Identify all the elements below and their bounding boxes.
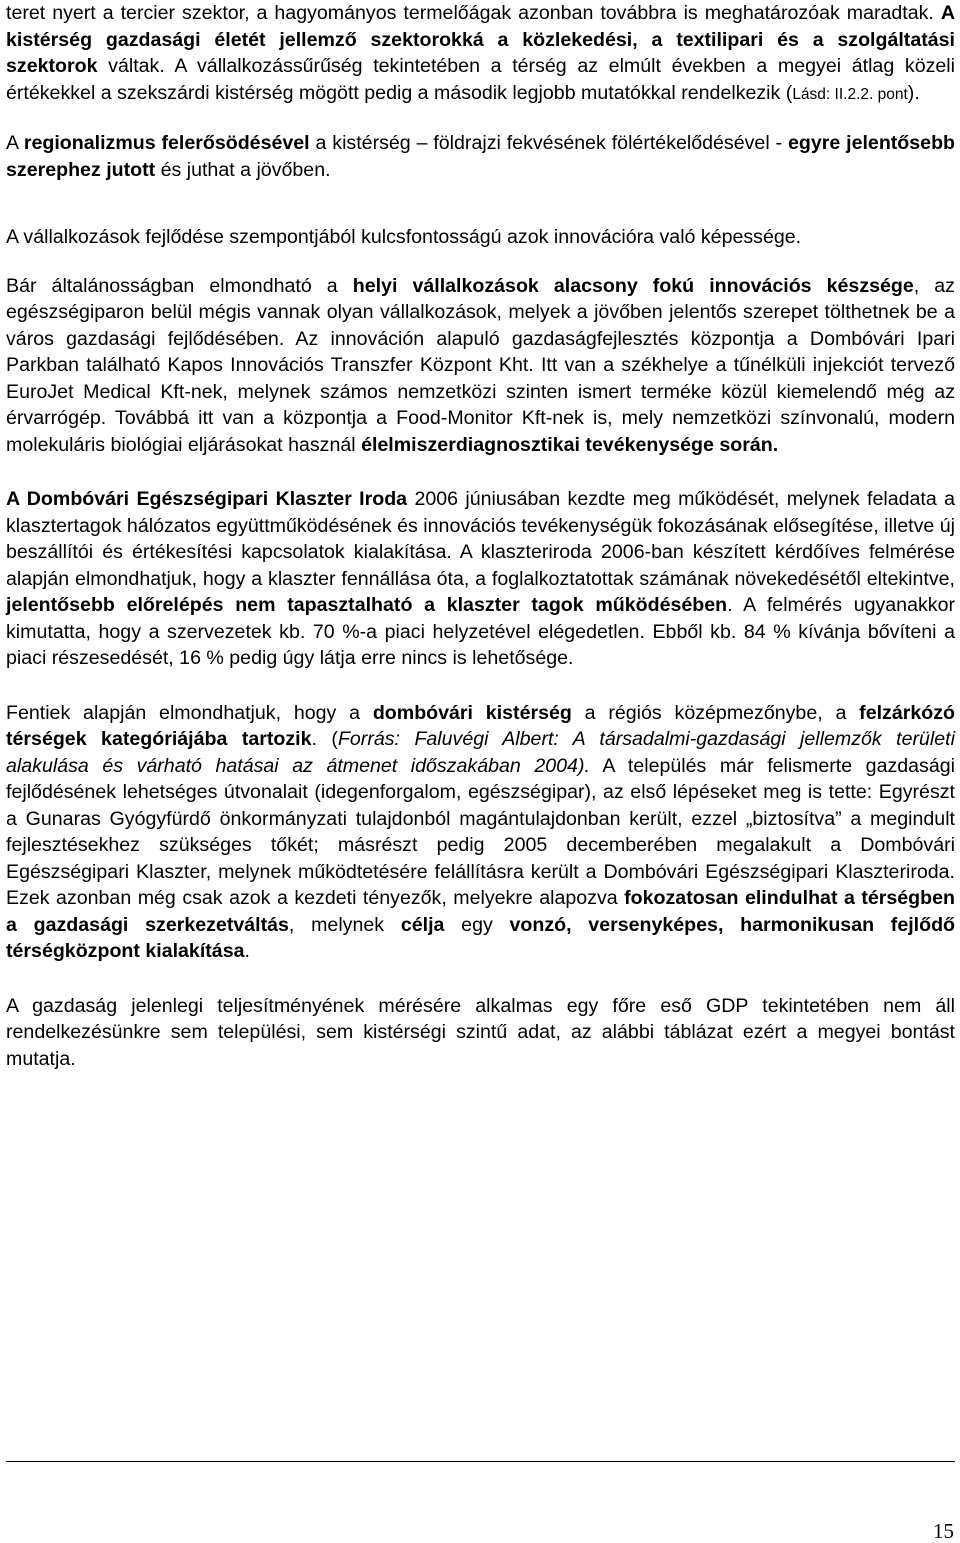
text-run: A vállalkozások fejlődése szempontjából kulcsfontosságú azok innovációra való képessége.: [6, 226, 802, 248]
text-run: .: [244, 940, 250, 962]
bold-run: felzárkózó térségek kategóriájába tartozik: [6, 701, 955, 750]
text-run: egy: [444, 913, 510, 936]
bold-run: egyre jelentősebb szerephez jutott: [6, 132, 956, 181]
text-run: teret nyert a tercier szektor, a hagyományos termelőágak azonban továbbra is meghatározóak maradtak.: [6, 2, 941, 24]
bold-run: jelentősebb előrelépés nem tapasztalható a klaszter tagok működésében: [6, 594, 728, 616]
text-run: A gazdaság jelenlegi teljesítményének mérésére alkalmas egy főre eső GDP tekintetében nem áll rendelkezésünkre sem települési, sem kistérségi szintű adat, az alábbi táblázat ezért a megyei bontást mutatja.: [6, 994, 955, 1070]
text-run: A település már felismerte gazdasági fejlődésének lehetséges útvonalait (idegenforgalom, egészségipar), az első lépéseket meg is tette: Egyrészt a Gunaras Gyógyfürdő önkormányzati tulajdonból magántulajdonban került, ezzel „biztosítva” a megindult fejlesztésekhez szükséges tőkét; másrészt pedig 2005 decemberében megalakult a Dombóvári Egészségipari Klaszter, melynek működtetésére felállításra került a Dombóvári Egészségipari Klaszteriroda. Ezek azonban még csak azok a kezdeti tényezők, melyekre alapozva: [6, 754, 955, 909]
text-run: váltak. A vállalkozássűrűség tekintetében a térség az elmúlt években a megyei átlag közeli értékekkel a szekszárdi kistérség mögött pedig a második legjobb mutatókkal rendelkezik (: [6, 55, 955, 104]
section-reference: Lásd: II.2.2. pont: [792, 85, 908, 103]
paragraph-innovation: [6, 273, 955, 459]
paragraph-gdp: [6, 993, 955, 1073]
paragraph-continuation: [6, 0, 955, 108]
bold-run: fokozatosan elindulhat a térségben a gazdasági szerkezetváltás: [6, 887, 955, 936]
bold-run: regionalizmus felerősödésével: [23, 132, 310, 154]
text-run: Bár általánosságban elmondható a: [6, 274, 353, 297]
document-body: [6, 0, 955, 1072]
source-citation: Forrás: Faluvégi Albert: A társadalmi-gazdasági jellemzők területi alakulása és várható hatásai az átmenet időszakában 2004).: [6, 728, 955, 777]
text-run: ).: [907, 81, 920, 104]
paragraph-regionalism: [6, 130, 955, 183]
bold-run: A Dombóvári Egészségipari Klaszter Iroda: [6, 488, 408, 510]
footer-divider: [6, 1461, 955, 1462]
bold-run: dombóvári kistérség: [372, 701, 572, 724]
text-run: , az egészségiparon belül mégis vannak olyan vállalkozások, melyek a jövőben jelentős szerepet tölthetnek be a város gazdasági fejlődésében. Az innováción alapuló gazdaságfejlesztés központja a Dombóvári Ipari Parkban található Kapos Innovációs Transzfer Központ Kht. Itt van a székhelye a tűnélküli injekciót tervező EuroJet Medical Kft-nek, melynek számos nemzetközi szinten ismert terméke közül kiemelendő még az érvarrógép. Továbbá itt van a központja a Food-Monitor Kft-nek is, mely nemzetközi színvonalú, modern molekuláris biológiai eljárásokat használ: [6, 274, 955, 456]
paragraph-innovation-intro: [6, 224, 955, 251]
paragraph-conclusion: [6, 700, 955, 965]
paragraph-cluster-office: [6, 486, 955, 672]
bold-run: vonzó, versenyképes, harmonikusan fejlődő térségközpont kialakítása: [6, 913, 956, 962]
bold-run: célja: [400, 913, 445, 936]
bold-run: A kistérség gazdasági életét jellemző szektorokká a közlekedési, a textilipari és a szolgáltatási szektorok: [6, 2, 955, 77]
bold-run: helyi vállalkozások alacsony fokú innovációs készsége: [352, 274, 914, 297]
text-run: a régiós középmezőnybe, a: [571, 701, 860, 724]
text-run: a kistérség – földrajzi fekvésének fölértékelődésével -: [309, 132, 788, 154]
text-run: . A felmérés ugyanakkor kimutatta, hogy a szervezetek kb. 70 %-a piaci helyzetével elégedetlen. Ebből kb. 84 % kívánja bővíteni a piaci részesedését, 16 % pedig úgy látja erre nincs is lehetősége.: [6, 594, 955, 669]
text-run: Fentiek alapján elmondhatjuk, hogy a: [6, 701, 373, 724]
text-run: . (: [311, 728, 338, 750]
bold-run: élelmiszerdiagnosztikai tevékenysége során.: [361, 433, 779, 456]
text-run: , melynek: [288, 913, 401, 936]
text-run: és juthat a jövőben.: [155, 158, 331, 181]
page-number: 15: [933, 1519, 954, 1543]
text-run: A: [6, 132, 24, 154]
text-run: 2006 júniusában kezdte meg működését, melynek feladata a klasztertagok hálózatos együttműködésének és innovációs tevékenységük fokozásának elősegítése, illetve új beszállítói és értékesítési kapcsolatok kialakítása. A klaszteriroda 2006-ban készített kérdőíves felmérése alapján elmondhatjuk, hogy a klaszter fennállása óta, a foglalkoztatottak számának növekedésétől eltekintve,: [6, 488, 956, 590]
